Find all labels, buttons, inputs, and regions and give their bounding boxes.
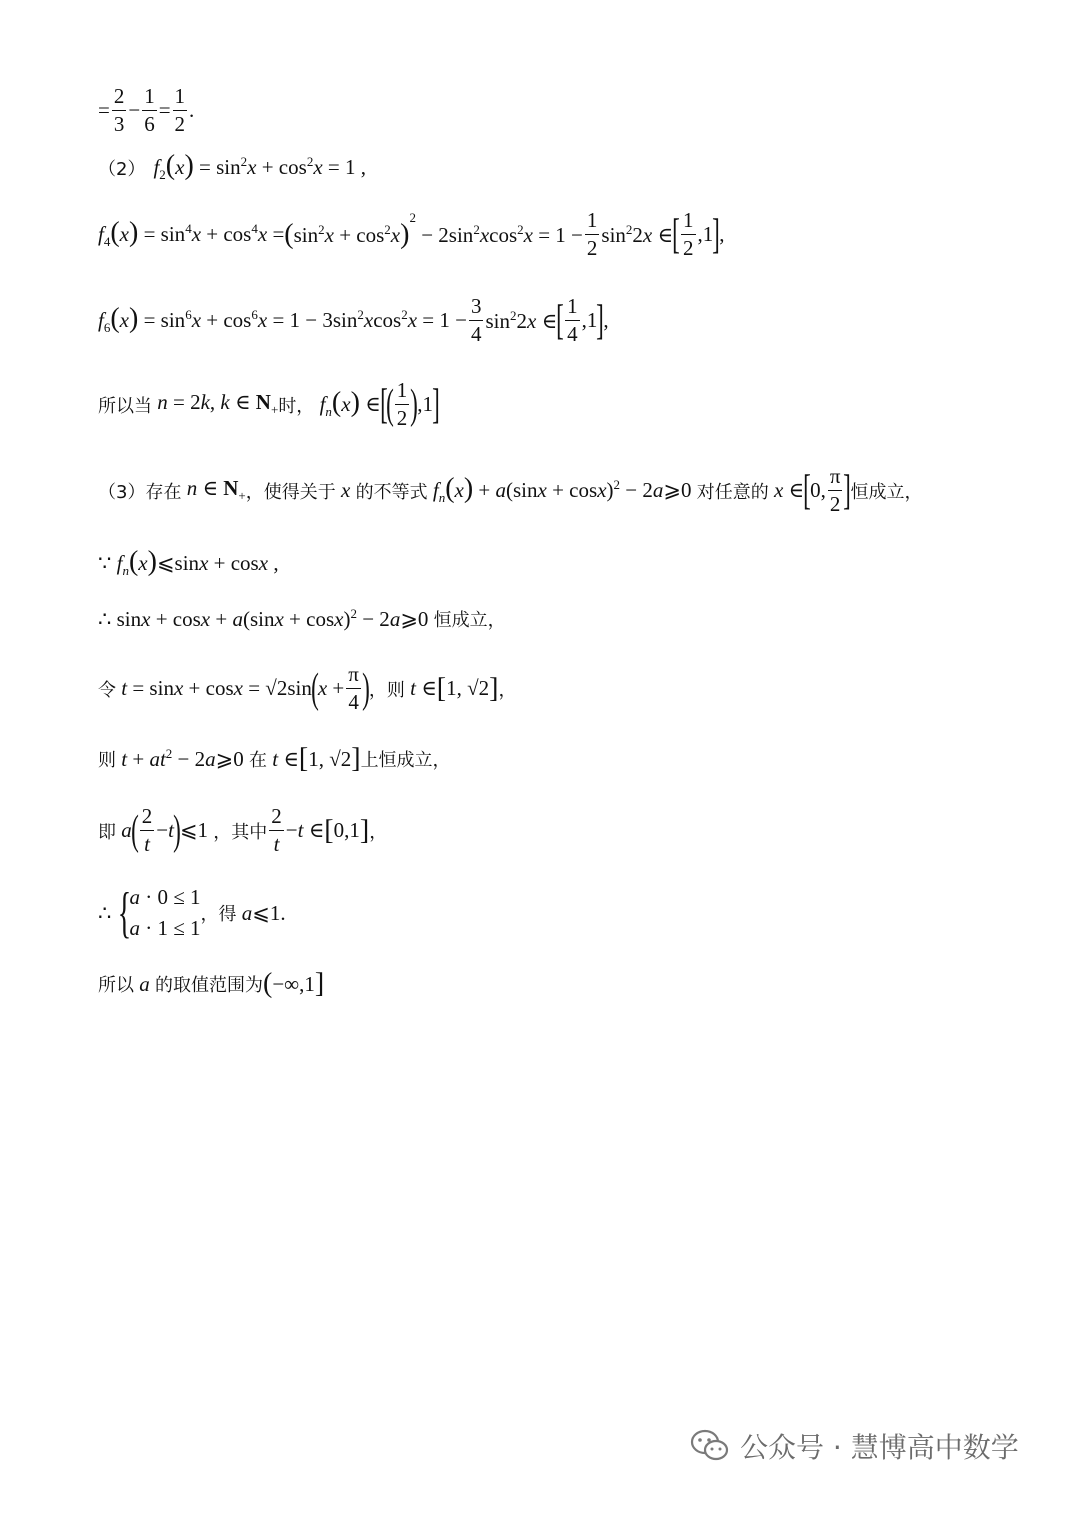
fraction: $\frac{1}{2}$ bbox=[174, 84, 186, 136]
watermark bbox=[690, 1426, 1019, 1466]
step-result-line: = $\frac{2}{3}$ − $\frac{1}{6}$ = $\frac{1}{2}$ . bbox=[98, 84, 195, 136]
fraction: $\frac{1}{6}$ bbox=[144, 84, 155, 136]
part-label: （2） bbox=[98, 158, 146, 180]
part2-header-line: （2） $f_2(x) = \sin^2x + \cos^2x = 1$ , bbox=[98, 150, 366, 183]
therefore-line: ∴ $\sin x + \cos x + a(\sin x + \cos x)^2$ − 2a⩾0 恒成立， bbox=[98, 606, 506, 631]
substitution-line: 令 t = sinx + cosx = √2sin ( x + $\frac{\pi}{4}$ ) ，则 t ∈ [ 1, √2 ] ， bbox=[98, 662, 517, 714]
fraction: $\frac{2}{t}$ bbox=[141, 804, 153, 856]
part3-header-line: （3）存在 n ∈ $N_+$ ，使得关于 x 的不等式 $f_n(x) + a(\sin x + \cos x)^2$ − 2a⩾0 对任意的 x ∈ [ 0, $\frac{\pi}{2}$ ] 恒成立， bbox=[98, 464, 923, 516]
watermark-text: 公众号 · 慧博高中数学 bbox=[740, 1431, 1019, 1464]
fraction: $\frac{1}{2}$ bbox=[586, 208, 598, 260]
fraction: $\frac{2}{t}$ bbox=[271, 804, 282, 856]
fraction: $\frac{1}{2}$ bbox=[396, 378, 408, 430]
wechat-icon bbox=[690, 1429, 730, 1463]
line-tail: . bbox=[189, 98, 195, 122]
fraction: $\frac{\pi}{4}$ bbox=[348, 662, 359, 714]
because-line: ∵ $f_n(x)⩽\sin x + \cos x$ , bbox=[98, 546, 279, 579]
f6-line: $f_6(x) = \sin^6x + \cos^6x = 1 - 3\sin^2xcos^2x = 1$ − $\frac{3}{4}$ $\sin^22x$ ∈ [ $\frac{1}{4}$ ,1 ] , bbox=[98, 294, 609, 346]
fraction: $\frac{3}{4}$ bbox=[470, 294, 482, 346]
equation-system: { a · 0 ≤ 1 a · 1 ≤ 1 bbox=[117, 882, 201, 944]
fraction: $\frac{2}{3}$ bbox=[113, 84, 125, 136]
system-line: ∴ { a · 0 ≤ 1 a · 1 ≤ 1 ，得 a⩽1 . bbox=[98, 882, 286, 944]
rearranged-line: 即 a ( $\frac{2}{t}$ −t ) ⩽1 ，其中 $\frac{2}{t}$ −t ∈ [ 0,1 ] ， bbox=[98, 804, 388, 856]
inequality-line: 则 $t + at^2$ − 2a⩾0 在 t ∈ [ 1, √2 ] 上恒成立， bbox=[98, 743, 451, 774]
fraction: $\frac{1}{4}$ bbox=[567, 294, 578, 346]
f4-line: $f_4(x) = \sin^4x + \cos^4x$ = ( $\sin^2x + \cos^2x$ ) $^2$ − $2\sin^2xcos^2x = 1$ − $\frac{1}{2}$ $\sin^22x$ ∈ [ $\frac{1}{2}$ ,1 ] , bbox=[98, 208, 725, 260]
final-answer-line: 所以 a 的取值范围为 ( −∞,1 ] bbox=[98, 968, 325, 999]
conclusion-line: 所以当 n = 2k, k ∈ $N_+$ 时， $f_n(x)$ ∈ [ ( $\frac{1}{2}$ ) ,1 ] bbox=[98, 378, 440, 430]
fraction: $\frac{1}{2}$ bbox=[683, 208, 694, 260]
fraction: $\frac{\pi}{2}$ bbox=[829, 464, 841, 516]
